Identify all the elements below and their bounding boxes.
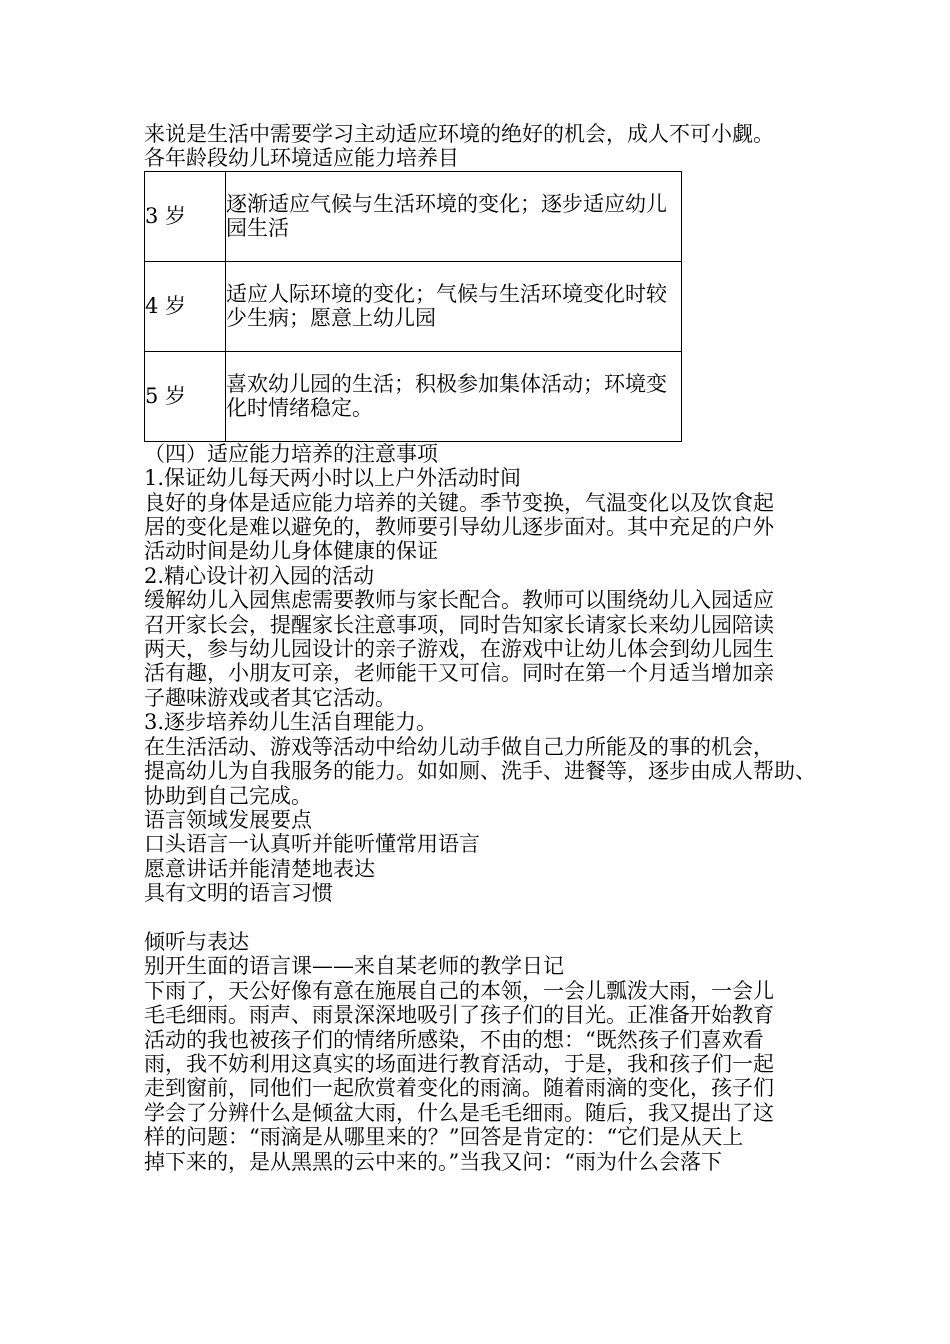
- text-line: 语言领域发展要点: [144, 807, 312, 832]
- age-cell: 3 岁: [145, 171, 226, 261]
- text-line: 别开生面的语言课——来自某老师的教学日记: [144, 954, 564, 979]
- table-row: [145, 171, 682, 261]
- table-row: [145, 261, 682, 351]
- text-line: 样的问题：“雨滴是从哪里来的？”回答是肯定的：“它们是从天上: [144, 1125, 744, 1150]
- text-line: 倾听与表达: [144, 929, 249, 954]
- text-line: （四）适应能力培养的注意事项: [144, 441, 438, 466]
- text-line: [144, 906, 814, 930]
- text-line: 学会了分辨什么是倾盆大雨，什么是毛毛细雨。随后，我又提出了这: [144, 1100, 774, 1125]
- text-line: 协助到自己完成。: [144, 783, 312, 808]
- age-cell: 5 岁: [145, 351, 226, 441]
- text-line: 活有趣，小朋友可亲，老师能干又可信。同时在第一个月适当增加亲: [144, 661, 774, 686]
- text-line: 提高幼儿为自我服务的能力。如如厕、洗手、进餐等，逐步由成人帮助、: [144, 759, 816, 784]
- text-line: 活动时间是幼儿身体健康的保证: [144, 539, 438, 564]
- text-line: 掉下来的，是从黑黑的云中来的。”当我又问：“雨为什么会落下: [144, 1149, 722, 1174]
- age-cell: 4 岁: [145, 261, 226, 351]
- text-line: 居的变化是难以避免的，教师要引导幼儿逐步面对。其中充足的户外: [144, 515, 774, 540]
- table-row: [145, 351, 682, 441]
- text-line: 3.逐步培养幼儿生活自理能力。: [144, 710, 438, 735]
- goal-cell: 逐渐适应气候与生活环境的变化；逐步适应幼儿园生活: [226, 171, 682, 261]
- text-line: 愿意讲话并能清楚地表达: [144, 856, 375, 881]
- text-line: 口头语言一认真听并能听懂常用语言: [144, 832, 480, 857]
- text-line: 2.精心设计初入园的活动: [144, 563, 375, 588]
- text-line: 召开家长会，提醒家长注意事项，同时告知家长请家长来幼儿园陪读: [144, 612, 774, 637]
- text-line: 子趣味游戏或者其它活动。: [144, 685, 396, 710]
- text-line: 具有文明的语言习惯: [144, 881, 333, 906]
- age-goals-table: [144, 171, 682, 442]
- text-line: 1.保证幼儿每天两小时以上户外活动时间: [144, 466, 522, 491]
- text-line: 良好的身体是适应能力培养的关键。季节变换，气温变化以及饮食起: [144, 490, 774, 515]
- text-line: 缓解幼儿入园焦虑需要教师与家长配合。教师可以围绕幼儿入园适应: [144, 588, 774, 613]
- text-line: 活动的我也被孩子们的情绪所感染，不由的想：“既然孩子们喜欢看: [144, 1027, 764, 1052]
- text-line: 两天，参与幼儿园设计的亲子游戏，在游戏中让幼儿体会到幼儿园生: [144, 637, 774, 662]
- text-line: 毛毛细雨。雨声、雨景深深地吸引了孩子们的目光。正准备开始教育: [144, 1003, 774, 1028]
- goal-cell: 喜欢幼儿园的生活；积极参加集体活动；环境变化时情绪稳定。: [226, 351, 682, 441]
- text-line: 在生活活动、游戏等活动中给幼儿动手做自己力所能及的事的机会，: [144, 734, 774, 759]
- text-line: 雨，我不妨利用这真实的场面进行教育活动，于是，我和孩子们一起: [144, 1051, 774, 1076]
- table-title: 各年龄段幼儿环境适应能力培养目: [144, 146, 459, 171]
- document-page: [144, 122, 814, 1174]
- intro-line: 来说是生活中需要学习主动适应环境的绝好的机会，成人不可小觑。: [144, 122, 774, 146]
- text-line: 下雨了，天公好像有意在施展自己的本领，一会儿瓢泼大雨，一会儿: [144, 978, 774, 1003]
- text-line: 走到窗前，同他们一起欣赏着变化的雨滴。随着雨滴的变化，孩子们: [144, 1076, 774, 1101]
- goal-cell: 适应人际环境的变化；气候与生活环境变化时较少生病；愿意上幼儿园: [226, 261, 682, 351]
- body-text: [144, 442, 814, 1174]
